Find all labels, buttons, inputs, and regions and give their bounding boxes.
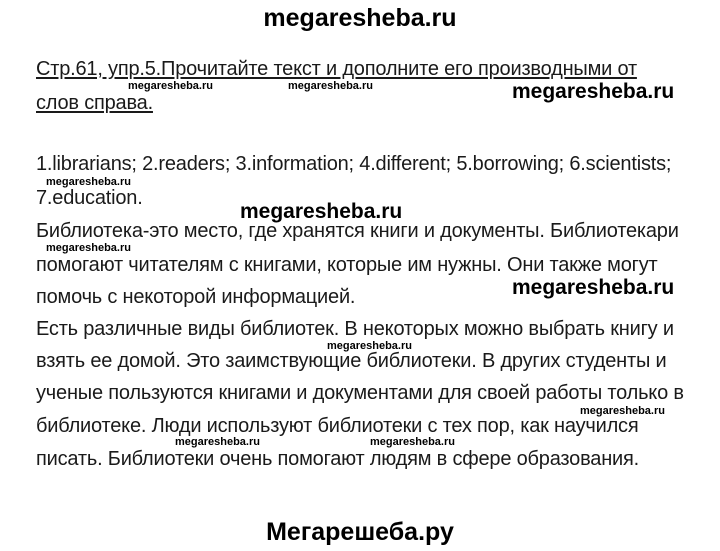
translation-line-2: помогают читателям с книгами, которые им нужны. Они также могут: [36, 254, 658, 276]
watermark: megaresheba.ru: [128, 80, 213, 92]
site-footer-watermark: Мегарешеба.ру: [266, 518, 454, 546]
translation-line-5: взять ее домой. Это заимствующие библиотеки. В других студенты и: [36, 350, 667, 372]
watermark: megaresheba.ru: [512, 80, 675, 103]
watermark: megaresheba.ru: [46, 242, 131, 254]
watermark: megaresheba.ru: [288, 80, 373, 92]
watermark: megaresheba.ru: [175, 436, 260, 448]
translation-line-8: писать. Библиотеки очень помогают людям в сфере образования.: [36, 448, 640, 470]
task-heading-line-2: слов справа.: [36, 92, 153, 114]
task-heading-line-1: Стр.61, упр.5.Прочитайте текст и дополните его производными от: [36, 58, 637, 80]
watermark: megaresheba.ru: [512, 276, 675, 299]
translation-line-4: Есть различные виды библиотек. В некоторых можно выбрать книгу и: [36, 318, 674, 340]
translation-line-6: ученые пользуются книгами и документами для своей работы только в: [36, 382, 684, 404]
watermark: megaresheba.ru: [580, 405, 665, 417]
translation-line-1: Библиотека-это место, где хранятся книги и документы. Библиотекари: [36, 220, 679, 242]
site-header-watermark: megaresheba.ru: [263, 4, 457, 32]
answers-line-1: 1.librarians; 2.readers; 3.information; 4.different; 5.borrowing; 6.scientists;: [36, 153, 672, 175]
watermark: megaresheba.ru: [370, 436, 455, 448]
answers-line-2: 7.education.: [36, 187, 143, 209]
translation-line-7: библиотеке. Люди используют библиотеки с тех пор, как научился: [36, 415, 639, 437]
watermark: megaresheba.ru: [46, 176, 131, 188]
watermark: megaresheba.ru: [327, 340, 412, 352]
watermark: megaresheba.ru: [240, 200, 403, 223]
translation-line-3: помочь с некоторой информацией.: [36, 286, 356, 308]
